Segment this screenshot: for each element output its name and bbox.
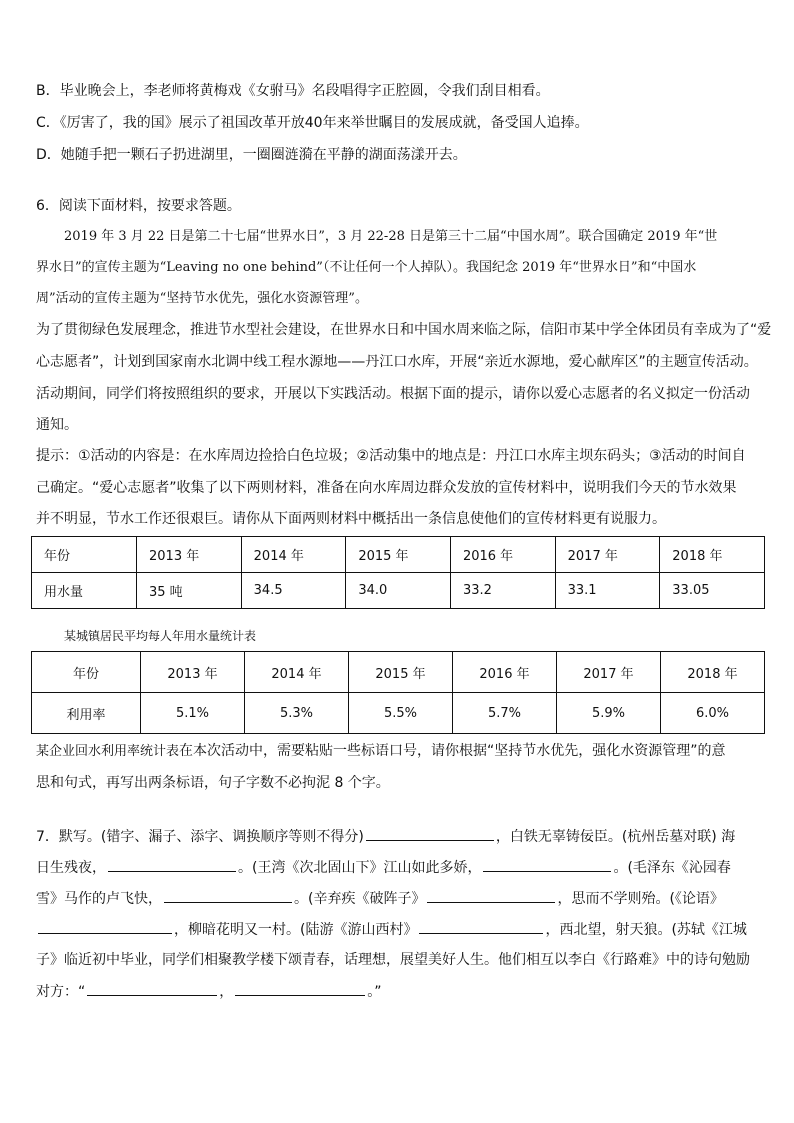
table-cell: 2013 年 bbox=[141, 652, 245, 693]
recycle-rate-table bbox=[31, 651, 765, 734]
table-cell: 2016 年 bbox=[450, 537, 555, 573]
q7-line bbox=[36, 888, 758, 909]
table-cell: 5.7% bbox=[453, 693, 557, 734]
hint-line: 己确定。“爱心志愿者”收集了以下两则材料，准备在向水库周边群众发放的宣传材料中，说明我们今天的节水效果 bbox=[36, 480, 737, 496]
material-line: 2019 年 3 月 22 日是第二十七届“世界水日”，3 月 22-28 日是第三十二届“中国水周”。联合国确定 2019 年“世 bbox=[64, 229, 718, 244]
table-cell: 33.2 bbox=[450, 573, 555, 609]
q7-line bbox=[36, 981, 758, 1002]
option-d: D．她随手把一颗石子扔进湖里，一圈圈涟漪在平静的湖面荡漾开去。 bbox=[36, 147, 467, 163]
table-cell: 利用率 bbox=[32, 693, 141, 734]
table-cell: 34.0 bbox=[346, 573, 451, 609]
material-line: 界水日”的宣传主题为“Leaving no one behind”（不让任何一个人掉队）。我国纪念 2019 年“世界水日”和“中国水 bbox=[36, 260, 697, 275]
table-cell: 2015 年 bbox=[346, 537, 451, 573]
table-cell: 2018 年 bbox=[661, 652, 765, 693]
table-cell: 2015 年 bbox=[349, 652, 453, 693]
q7-text: 日生残夜， bbox=[36, 860, 106, 876]
table-cell: 5.3% bbox=[245, 693, 349, 734]
hint-line: 提示：①活动的内容是：在水库周边捡拾白色垃圾；②活动集中的地点是：丹江口水库主坝东码头；③活动的时间自 bbox=[36, 448, 746, 464]
table-cell: 2018 年 bbox=[660, 537, 765, 573]
table-cell: 6.0% bbox=[661, 693, 765, 734]
table-cell: 5.9% bbox=[557, 693, 661, 734]
table-cell: 2017 年 bbox=[555, 537, 660, 573]
answer-blank[interactable] bbox=[235, 981, 365, 996]
q7-text: ， bbox=[219, 984, 234, 1000]
material-line: 周”活动的宣传主题为“坚持节水优先，强化水资源管理”。 bbox=[36, 291, 368, 306]
table-cell: 2016 年 bbox=[453, 652, 557, 693]
body-line: 为了贯彻绿色发展理念，推进节水型社会建设，在世界水日和中国水周来临之际，信阳市某中学全体团员有幸成为了“爱 bbox=[36, 322, 772, 338]
slogan-instruction: 思和句式，再写出两条标语，句子字数不必拘泥 8 个字。 bbox=[36, 775, 390, 791]
q7-text: 7．默写。(错字、漏子、添字、调换顺序等则不得分) bbox=[36, 829, 364, 845]
table-cell: 33.1 bbox=[555, 573, 660, 609]
q7-text: ，柳暗花明又一村。(陆游《游山西村》 bbox=[174, 922, 418, 938]
table-cell: 年份 bbox=[32, 537, 137, 573]
q7-line bbox=[36, 919, 758, 940]
answer-blank[interactable] bbox=[427, 888, 555, 903]
body-line: 活动期间，同学们将按照组织的要求，开展以下实践活动。根据下面的提示，请你以爱心志愿者的名义拟定一份活动 bbox=[36, 386, 750, 402]
q7-text: 雪》马作的卢飞快， bbox=[36, 891, 162, 907]
q7-line bbox=[36, 826, 758, 847]
q7-text: ，白铁无辜铸佞臣。(杭州岳墓对联) 海 bbox=[495, 829, 736, 845]
answer-blank[interactable] bbox=[483, 857, 611, 872]
q7-text: ，思而不学则殆。(《论语》 bbox=[557, 891, 724, 907]
table-header-row bbox=[32, 537, 765, 573]
table-cell: 2014 年 bbox=[245, 652, 349, 693]
answer-blank[interactable] bbox=[164, 888, 292, 903]
option-b: B．毕业晚会上，李老师将黄梅戏《女驸马》名段唱得字正腔圆，令我们刮目相看。 bbox=[36, 83, 550, 99]
q7-text: 。(毛泽东《沁园春 bbox=[613, 860, 731, 876]
q7-line bbox=[36, 857, 758, 878]
answer-blank[interactable] bbox=[38, 919, 172, 934]
table-caption: 某企业回水利用率统计表 bbox=[36, 744, 180, 759]
body-line: 通知。 bbox=[36, 417, 78, 433]
table-caption-line bbox=[36, 741, 758, 762]
hint-line: 并不明显，节水工作还很艰巨。请你从下面两则材料中概括出一条信息使他们的宣传材料更有说服力。 bbox=[36, 511, 666, 527]
table-row bbox=[32, 693, 765, 734]
answer-blank[interactable] bbox=[87, 981, 217, 996]
table-cell: 5.1% bbox=[141, 693, 245, 734]
question-6-title: 6．阅读下面材料，按要求答题。 bbox=[36, 198, 241, 214]
q7-line: 子》临近初中毕业，同学们相聚教学楼下颂青春，话理想，展望美好人生。他们相互以李白《行路难》中的诗句勉励 bbox=[36, 952, 750, 968]
table-caption: 某城镇居民平均每人年用水量统计表 bbox=[64, 629, 257, 643]
table-cell: 年份 bbox=[32, 652, 141, 693]
answer-blank[interactable] bbox=[366, 826, 494, 841]
q7-text: 。” bbox=[367, 984, 382, 1000]
option-c: C．《厉害了，我的国》展示了祖国改革开放40年来举世瞩目的发展成就，备受国人追捧。 bbox=[36, 115, 589, 131]
water-usage-table bbox=[31, 536, 765, 609]
answer-blank[interactable] bbox=[108, 857, 236, 872]
table-cell: 33.05 bbox=[660, 573, 765, 609]
q7-text: 对方：“ bbox=[36, 984, 86, 1000]
answer-blank[interactable] bbox=[419, 919, 543, 934]
table-cell: 35 吨 bbox=[137, 573, 242, 609]
q7-text: ，西北望，射天狼。(苏轼《江城 bbox=[545, 922, 747, 938]
table-cell: 用水量 bbox=[32, 573, 137, 609]
table-header-row bbox=[32, 652, 765, 693]
q7-text: 。(辛弃疾《破阵子》 bbox=[294, 891, 426, 907]
table-cell: 2017 年 bbox=[557, 652, 661, 693]
table-cell: 34.5 bbox=[241, 573, 346, 609]
table-row bbox=[32, 573, 765, 609]
q7-text: 。(王湾《次北固山下》江山如此多娇， bbox=[238, 860, 482, 876]
body-line: 心志愿者”，计划到国家南水北调中线工程水源地——丹江口水库，开展“亲近水源地，爱心献库区”的主题宣传活动。 bbox=[36, 354, 758, 370]
table-cell: 5.5% bbox=[349, 693, 453, 734]
table-cell: 2014 年 bbox=[241, 537, 346, 573]
slogan-instruction: 在本次活动中，需要粘贴一些标语口号，请你根据“坚持节水优先，强化水资源管理”的意 bbox=[179, 743, 726, 759]
table-cell: 2013 年 bbox=[137, 537, 242, 573]
